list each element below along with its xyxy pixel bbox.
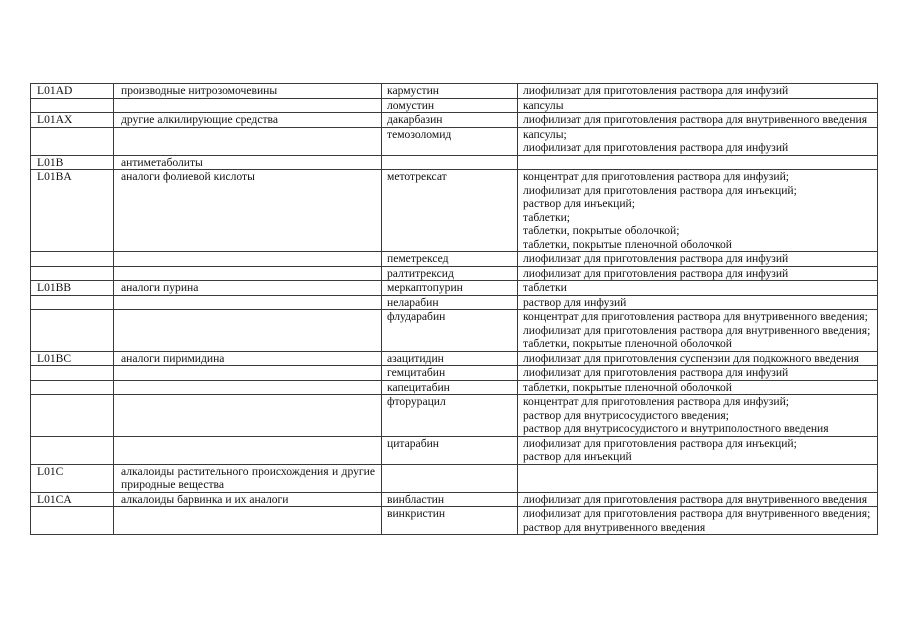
dosage-form-item: раствор для инъекций; <box>523 197 635 210</box>
drug-name-cell: метотрексат <box>382 170 518 252</box>
drug-name-cell: гемцитабин <box>382 366 518 381</box>
dosage-form-item: лиофилизат для приготовления раствора для инфузий <box>523 366 789 379</box>
atc-code-cell: L01AD <box>31 84 114 99</box>
dosage-form-item: лиофилизат для приготовления раствора для инфузий <box>523 141 789 154</box>
dosage-form-cell <box>518 295 878 310</box>
dosage-form-cell <box>518 266 878 281</box>
drug-name-cell: фторурацил <box>382 395 518 437</box>
group-name-cell: производные нитрозомочевины <box>114 84 382 99</box>
dosage-form-cell <box>518 310 878 352</box>
group-name-cell <box>114 310 382 352</box>
group-name-cell: другие алкилирующие средства <box>114 113 382 128</box>
table-row <box>31 155 878 170</box>
drug-name-cell: азацитидин <box>382 351 518 366</box>
drug-name-cell: кармустин <box>382 84 518 99</box>
drug-name-cell: капецитабин <box>382 380 518 395</box>
dosage-form-cell <box>518 170 878 252</box>
atc-code-cell <box>31 266 114 281</box>
group-name-cell <box>114 266 382 281</box>
dosage-form-item: раствор для внутрисосудистого введения; <box>523 408 729 422</box>
drug-name-cell: цитарабин <box>382 436 518 464</box>
drug-name-cell: винкристин <box>382 507 518 535</box>
group-name-cell: алкалоиды растительного происхождения и другие природные вещества <box>114 464 382 492</box>
dosage-form-cell <box>518 127 878 155</box>
dosage-form-item: лиофилизат для приготовления раствора для инфузий <box>523 266 789 280</box>
table-row <box>31 252 878 267</box>
dosage-form-item: лиофилизат для приготовления суспензии для подкожного введения <box>523 351 859 365</box>
dosage-form-cell <box>518 351 878 366</box>
dosage-form-cell <box>518 98 878 113</box>
dosage-form-cell <box>518 281 878 296</box>
drug-name-cell <box>382 464 518 492</box>
drug-name-cell: дакарбазин <box>382 113 518 128</box>
group-name-cell: аналоги пурина <box>114 281 382 296</box>
table-row <box>31 366 878 381</box>
group-name-cell <box>114 507 382 535</box>
dosage-form-item: концентрат для приготовления раствора для внутривенного введения; <box>523 310 868 323</box>
dosage-form-item: раствор для внутрисосудистого и внутриполостного введения <box>523 422 829 435</box>
dosage-form-cell <box>518 492 878 507</box>
table-row <box>31 464 878 492</box>
dosage-form-item: лиофилизат для приготовления раствора для инфузий <box>523 252 789 265</box>
drug-name-cell: меркаптопурин <box>382 281 518 296</box>
dosage-form-cell <box>518 155 878 170</box>
dosage-form-cell <box>518 366 878 381</box>
atc-code-cell: L01C <box>31 464 114 492</box>
table-row <box>31 84 878 99</box>
drug-name-cell: неларабин <box>382 295 518 310</box>
drug-table <box>30 83 878 535</box>
dosage-form-cell <box>518 252 878 267</box>
atc-code-cell <box>31 507 114 535</box>
dosage-form-cell <box>518 395 878 437</box>
atc-code-cell: L01BA <box>31 170 114 252</box>
table-row <box>31 266 878 281</box>
group-name-cell <box>114 366 382 381</box>
atc-code-cell <box>31 98 114 113</box>
group-name-cell: аналоги пиримидина <box>114 351 382 366</box>
table-row <box>31 351 878 366</box>
table-row <box>31 395 878 437</box>
drug-name-cell: флударабин <box>382 310 518 352</box>
dosage-form-item: лиофилизат для приготовления раствора для внутривенного введения <box>523 492 868 506</box>
dosage-form-item: лиофилизат для приготовления раствора для внутривенного введения; <box>523 507 871 520</box>
dosage-form-cell <box>518 436 878 464</box>
group-name-cell <box>114 98 382 113</box>
dosage-form-cell <box>518 464 878 492</box>
dosage-form-item: капсулы <box>523 98 564 112</box>
group-name-cell: алкалоиды барвинка и их аналоги <box>114 492 382 507</box>
dosage-form-item: раствор для инъекций <box>523 450 632 463</box>
dosage-form-item: лиофилизат для приготовления раствора для инъекций; <box>523 436 797 450</box>
drug-name-cell: темозоломид <box>382 127 518 155</box>
drug-name-cell: пеметрексед <box>382 252 518 267</box>
atc-code-cell: L01CA <box>31 492 114 507</box>
dosage-form-item: лиофилизат для приготовления раствора для внутривенного введения; <box>523 323 871 337</box>
table-row <box>31 127 878 155</box>
dosage-form-item: таблетки, покрытые оболочкой; <box>523 224 680 237</box>
atc-code-cell: L01BC <box>31 351 114 366</box>
group-name-cell <box>114 436 382 464</box>
drug-table-body <box>31 84 878 535</box>
drug-name-cell: винбластин <box>382 492 518 507</box>
group-name-cell <box>114 127 382 155</box>
group-name-cell: антиметаболиты <box>114 155 382 170</box>
atc-code-cell <box>31 380 114 395</box>
atc-code-cell <box>31 366 114 381</box>
dosage-form-item: лиофилизат для приготовления раствора для инфузий <box>523 84 789 97</box>
table-row <box>31 492 878 507</box>
dosage-form-item: концентрат для приготовления раствора для инфузий; <box>523 395 789 408</box>
dosage-form-item: раствор для инфузий <box>523 295 627 309</box>
table-row <box>31 113 878 128</box>
dosage-form-item: таблетки; <box>523 210 571 224</box>
group-name-cell <box>114 295 382 310</box>
dosage-form-cell <box>518 113 878 128</box>
dosage-form-item: лиофилизат для приготовления раствора для инъекций; <box>523 183 797 197</box>
dosage-form-item: таблетки, покрытые пленочной оболочкой <box>523 237 732 251</box>
dosage-form-item: таблетки <box>523 281 567 294</box>
table-row <box>31 98 878 113</box>
drug-name-cell: ралтитрексид <box>382 266 518 281</box>
atc-code-cell <box>31 295 114 310</box>
dosage-form-item: лиофилизат для приготовления раствора для внутривенного введения <box>523 113 868 126</box>
dosage-form-cell <box>518 380 878 395</box>
table-row <box>31 170 878 252</box>
drug-name-cell: ломустин <box>382 98 518 113</box>
table-row <box>31 507 878 535</box>
atc-code-cell <box>31 395 114 437</box>
atc-code-cell <box>31 310 114 352</box>
atc-code-cell: L01BB <box>31 281 114 296</box>
table-row <box>31 436 878 464</box>
dosage-form-item: концентрат для приготовления раствора для инфузий; <box>523 170 789 183</box>
table-row <box>31 380 878 395</box>
dosage-form-cell <box>518 84 878 99</box>
atc-code-cell: L01B <box>31 155 114 170</box>
atc-code-cell: L01AX <box>31 113 114 128</box>
table-row <box>31 281 878 296</box>
dosage-form-item: таблетки, покрытые пленочной оболочкой <box>523 380 732 394</box>
atc-code-cell <box>31 436 114 464</box>
group-name-cell <box>114 380 382 395</box>
table-row <box>31 295 878 310</box>
group-name-cell <box>114 395 382 437</box>
group-name-cell: аналоги фолиевой кислоты <box>114 170 382 252</box>
atc-code-cell <box>31 252 114 267</box>
dosage-form-item: раствор для внутривенного введения <box>523 520 706 534</box>
drug-name-cell <box>382 155 518 170</box>
group-name-cell <box>114 252 382 267</box>
dosage-form-item: капсулы; <box>523 127 567 141</box>
dosage-form-item: таблетки, покрытые пленочной оболочкой <box>523 337 732 350</box>
atc-code-cell <box>31 127 114 155</box>
dosage-form-cell <box>518 507 878 535</box>
table-row <box>31 310 878 352</box>
